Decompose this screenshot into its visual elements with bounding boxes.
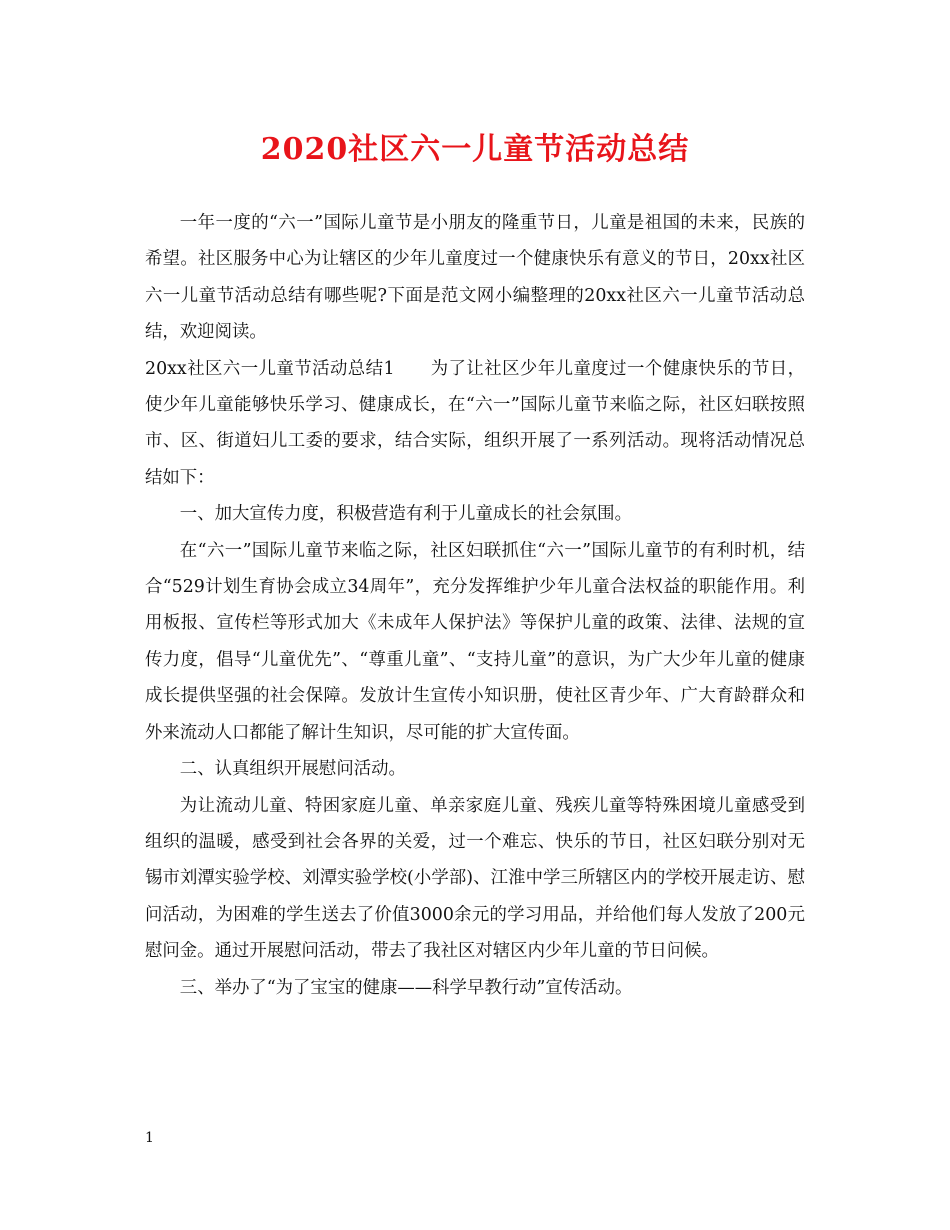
document-body bbox=[145, 205, 805, 1006]
paragraph-section-1: 在“六一”国际儿童节来临之际，社区妇联抓住“六一”国际儿童节的有利时机，结合“529计划生育协会成立34周年”，充分发挥维护少年儿童合法权益的职能作用。利用板报、宣传栏等形式加大《未成年人保护法》等保护儿童的政策、法律、法规的宣传力度，倡导“儿童优先”、“尊重儿童”、“支持儿童”的意识，为广大少年儿童的健康成长提供坚强的社会保障。发放计生宣传小知识册，使社区青少年、广大育龄群众和外来流动人口都能了解计生知识，尽可能的扩大宣传面。 bbox=[145, 540, 805, 743]
paragraph-intro: 一年一度的“六一”国际儿童节是小朋友的隆重节日，儿童是祖国的未来，民族的希望。社区服务中心为让辖区的少年儿童度过一个健康快乐有意义的节日，20xx社区六一儿童节活动总结有哪些呢?下面是范文网小编整理的20xx社区六一儿童节活动总结，欢迎阅读。 bbox=[145, 213, 805, 343]
page-number: 1 bbox=[145, 1130, 154, 1146]
paragraph-summary-1: 20xx社区六一儿童节活动总结1 为了让社区少年儿童度过一个健康快乐的节日，使少年儿童能够快乐学习、健康成长，在“六一”国际儿童节来临之际，社区妇联按照市、区、街道妇儿工委的要求，结合实际，组织开展了一系列活动。现将活动情况总结如下： bbox=[145, 358, 805, 488]
section-heading-2: 二、认真组织开展慰问活动。 bbox=[179, 759, 406, 780]
paragraph-section-2: 为让流动儿童、特困家庭儿童、单亲家庭儿童、残疾儿童等特殊困境儿童感受到组织的温暖，感受到社会各界的关爱，过一个难忘、快乐的节日，社区妇联分别对无锡市刘潭实验学校、刘潭实验学校(小学部)、江淮中学三所辖区内的学校开展走访、慰问活动，为困难的学生送去了价值3000余元的学习用品，并给他们每人发放了200元慰问金。通过开展慰问活动，带去了我社区对辖区内少年儿童的节日问候。 bbox=[145, 795, 805, 962]
section-heading-3: 三、举办了“为了宝宝的健康——科学早教行动”宣传活动。 bbox=[179, 977, 633, 998]
document-title: 2020社区六一儿童节活动总结 bbox=[260, 132, 690, 167]
section-heading-1: 一、加大宣传力度，积极营造有利于儿童成长的社会氛围。 bbox=[179, 504, 632, 525]
